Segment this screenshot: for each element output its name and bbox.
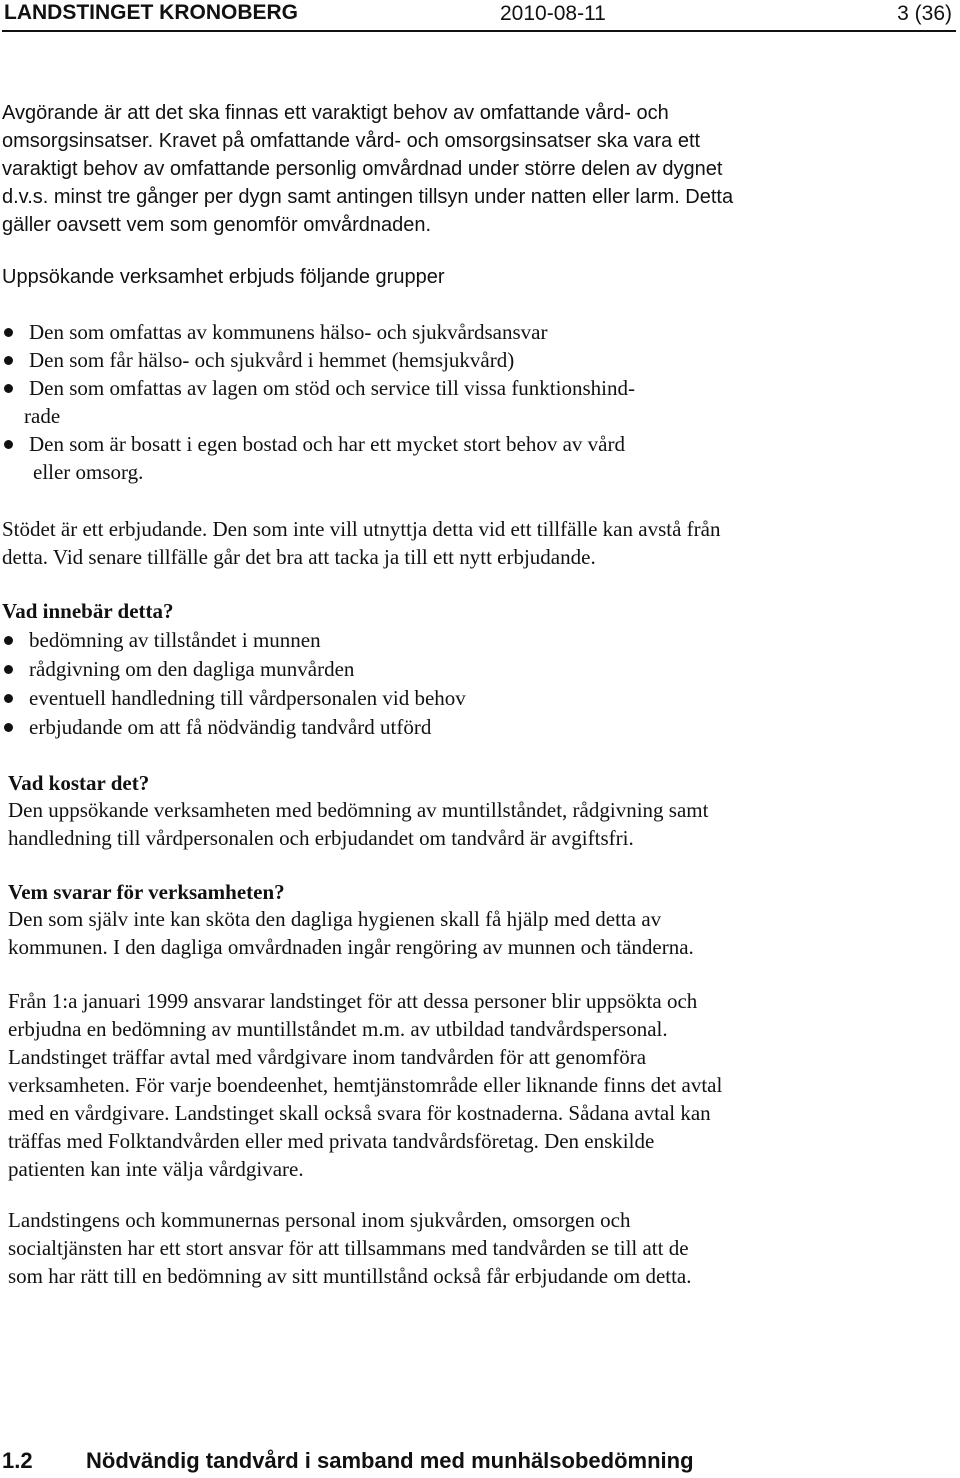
header-date: 2010-08-11 (500, 2, 606, 25)
groups-list (2, 318, 635, 486)
offer-paragraph (2, 515, 720, 571)
list-item-text: Den som omfattas av kommunens hälso- och sjukvårdsansvar (29, 320, 548, 344)
staff-line: Landstingens och kommunernas personal inom sjukvården, omsorgen och (8, 1208, 631, 1232)
from1999-paragraph (8, 987, 722, 1183)
intro-paragraph (2, 99, 733, 239)
intro-line: d.v.s. minst tre gånger per dygn samt antingen tillsyn under natten eller larm. Detta (2, 186, 734, 208)
staff-line: socialtjänsten har ett stort ansvar för att tillsammans med tandvården se till att de (8, 1236, 689, 1260)
what-heading: Vad innebär detta? (2, 599, 174, 623)
resp-paragraph (8, 905, 694, 961)
list-item (2, 430, 635, 486)
section-heading (2, 1448, 694, 1474)
section-number: 1.2 (2, 1448, 33, 1473)
list-item (2, 318, 635, 346)
list-item-text: erbjudande om att få nödvändig tandvård utförd (29, 715, 432, 739)
cost-line: Den uppsökande verksamheten med bedömning av muntillståndet, rådgivning samt (8, 798, 709, 822)
intro-line: gäller oavsett vem som genomför omvårdnaden. (2, 214, 432, 236)
resp-line: Den som själv inte kan sköta den dagliga hygienen skall få hjälp med detta av (8, 907, 662, 931)
list-item (2, 684, 466, 712)
bullet-icon (4, 356, 13, 365)
header-org: LANDSTINGET KRONOBERG (4, 1, 298, 24)
what-list (2, 626, 466, 741)
list-item (2, 374, 635, 430)
offer-line: Stödet är ett erbjudande. Den som inte vill utnyttja detta vid ett tillfälle kan avstå från (2, 517, 721, 541)
bullet-icon (4, 723, 13, 732)
bullet-icon (4, 328, 13, 337)
list-item-text-cont: rade (24, 404, 61, 428)
offer-line: detta. Vid senare tillfälle går det bra att tacka ja till ett nytt erbjudande. (2, 545, 596, 569)
bullet-icon (4, 384, 13, 393)
groups-lead (2, 263, 445, 291)
list-item-text: bedömning av tillståndet i munnen (29, 628, 321, 652)
from1999-line: med en vårdgivare. Landstinget skall också svara för kostnaderna. Sådana avtal kan (8, 1101, 711, 1125)
list-item-text: rådgivning om den dagliga munvården (29, 657, 355, 681)
cost-heading: Vad kostar det? (8, 771, 150, 795)
resp-heading: Vem svarar för verksamheten? (8, 880, 285, 904)
list-item (2, 626, 466, 654)
list-item-text: Den som är bosatt i egen bostad och har ett mycket stort behov av vård (29, 432, 625, 456)
from1999-line: Från 1:a januari 1999 ansvarar landstinget för att dessa personer blir uppsökta och (8, 989, 698, 1013)
list-item (2, 713, 466, 741)
bullet-icon (4, 636, 13, 645)
list-item-text-cont: eller omsorg. (33, 460, 144, 484)
section-title: Nödvändig tandvård i samband med munhälsobedömning (86, 1448, 694, 1473)
staff-line: som har rätt till en bedömning av sitt muntillstånd också får erbjudande om detta. (8, 1264, 692, 1288)
staff-paragraph (8, 1206, 692, 1290)
from1999-line: verksamheten. För varje boendeenhet, hemtjänstområde eller liknande finns det avtal (8, 1073, 723, 1097)
from1999-line: erbjudna en bedömning av muntillståndet m.m. av utbildad tandvårdspersonal. (8, 1017, 668, 1041)
resp-line: kommunen. I den dagliga omvårdnaden ingår rengöring av munnen och tänderna. (8, 935, 694, 959)
from1999-line: patienten kan inte välja vårdgivare. (8, 1157, 304, 1181)
cost-paragraph (8, 796, 708, 852)
list-item (2, 655, 466, 683)
intro-line: varaktigt behov av omfattande personlig omvårdnad under större delen av dygnet (2, 158, 723, 180)
from1999-line: Landstinget träffar avtal med vårdgivare inom tandvården för att genomföra (8, 1045, 647, 1069)
bullet-icon (4, 440, 13, 449)
header-rule (2, 30, 956, 32)
bullet-icon (4, 694, 13, 703)
intro-line: omsorgsinsatser. Kravet på omfattande vård- och omsorgsinsatser ska vara ett (2, 130, 701, 152)
list-item-text: eventuell handledning till vårdpersonalen vid behov (29, 686, 466, 710)
intro-line: Avgörande är att det ska finnas ett varaktigt behov av omfattande vård- och (2, 102, 669, 124)
page-header (0, 0, 960, 30)
from1999-line: träffas med Folktandvården eller med privata tandvårdsföretag. Den enskilde (8, 1129, 655, 1153)
list-item (2, 346, 635, 374)
groups-lead-text: Uppsökande verksamhet erbjuds följande grupper (2, 266, 445, 288)
cost-line: handledning till vårdpersonalen och erbjudandet om tandvård är avgiftsfri. (8, 826, 634, 850)
list-item-text: Den som får hälso- och sjukvård i hemmet (hemsjukvård) (29, 348, 515, 372)
list-item-text: Den som omfattas av lagen om stöd och service till vissa funktionshind- (29, 376, 635, 400)
header-page-number: 3 (36) (897, 2, 952, 25)
bullet-icon (4, 665, 13, 674)
